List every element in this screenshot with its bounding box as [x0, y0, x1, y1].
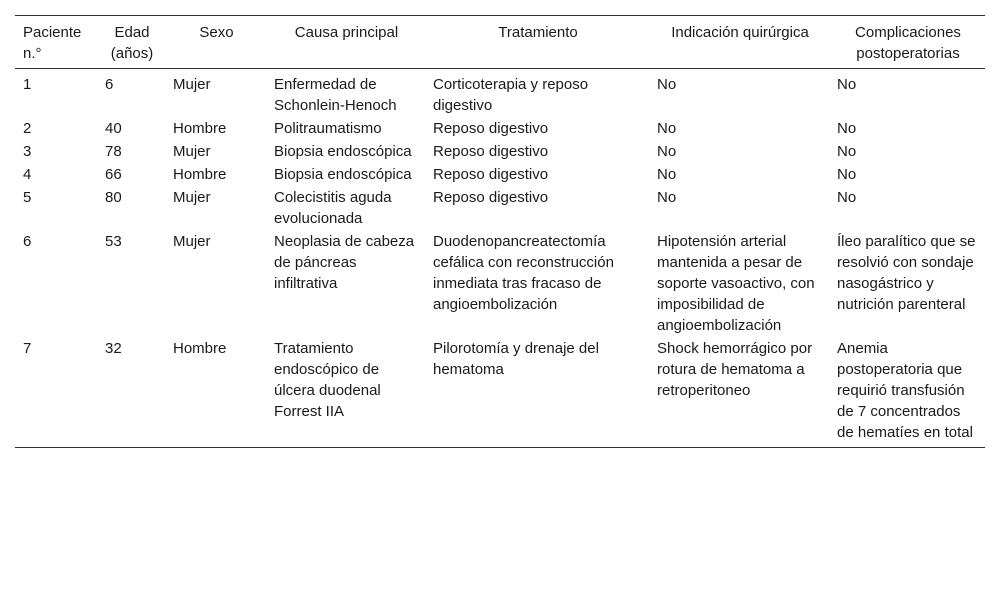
cell-causa: Colecistitis aguda evolucionada — [274, 189, 392, 227]
cell-indicacion: No — [657, 120, 677, 137]
table-row — [15, 186, 985, 230]
header-tratamiento: Tratamiento — [498, 24, 578, 41]
cell-indicacion: No — [657, 189, 677, 206]
cell-tratamiento: Reposo digestivo — [433, 143, 549, 160]
cell-indicacion: Hipotensión arterial mantenida a pesar de soporte vasoactivo, con imposibilidad de angioembolización — [657, 233, 815, 334]
cell-tratamiento: Reposo digestivo — [433, 166, 549, 183]
cell-complicaciones: No — [837, 143, 857, 160]
cell-complicaciones: Anemia postoperatoria que requirió transfusión de 7 concentrados de hematíes en total — [837, 340, 973, 441]
cell-sexo: Mujer — [173, 233, 211, 250]
cell-causa: Biopsia endoscópica — [274, 143, 412, 160]
cell-paciente: 3 — [23, 143, 32, 160]
cell-complicaciones: No — [837, 189, 857, 206]
table-body — [15, 69, 985, 448]
table-row — [15, 337, 985, 448]
table-row — [15, 140, 985, 163]
cell-paciente: 2 — [23, 120, 32, 137]
header-row — [15, 16, 985, 69]
cell-paciente: 4 — [23, 166, 32, 183]
cell-sexo: Hombre — [173, 166, 227, 183]
header-sexo: Sexo — [199, 24, 234, 41]
cell-complicaciones: Íleo paralítico que se resolvió con sondaje nasogástrico y nutrición parenteral — [837, 233, 976, 313]
cell-causa: Tratamiento endoscópico de úlcera duodenal Forrest IIA — [274, 340, 381, 420]
cell-complicaciones: No — [837, 166, 857, 183]
cell-edad: 40 — [105, 120, 122, 137]
cell-edad: 66 — [105, 166, 122, 183]
cell-edad: 32 — [105, 340, 122, 357]
header-edad: Edad (años) — [110, 24, 154, 62]
cell-indicacion: No — [657, 76, 677, 93]
header-causa: Causa principal — [294, 24, 399, 41]
cell-complicaciones: No — [837, 120, 857, 137]
cell-causa: Neoplasia de cabeza de páncreas infiltrativa — [274, 233, 415, 292]
cell-tratamiento: Corticoterapia y reposo digestivo — [433, 76, 589, 114]
cell-sexo: Hombre — [173, 120, 227, 137]
header-indicacion: Indicación quirúrgica — [671, 24, 809, 41]
cell-paciente: 6 — [23, 233, 32, 250]
header-paciente: Paciente n.° — [23, 24, 82, 62]
cell-tratamiento: Pilorotomía y drenaje del hematoma — [433, 340, 599, 378]
cell-indicacion: No — [657, 143, 677, 160]
cell-indicacion: No — [657, 166, 677, 183]
cell-edad: 6 — [105, 76, 114, 93]
patients-table-container — [15, 15, 985, 448]
table-header — [15, 16, 985, 69]
cell-complicaciones: No — [837, 76, 857, 93]
cell-indicacion: Shock hemorrágico por rotura de hematoma a retroperitoneo — [657, 340, 813, 399]
cell-tratamiento: Duodenopancreatectomía cefálica con reconstrucción inmediata tras fracaso de angioembolización — [433, 233, 614, 313]
cell-edad: 78 — [105, 143, 122, 160]
cell-tratamiento: Reposo digestivo — [433, 120, 549, 137]
cell-sexo: Mujer — [173, 76, 211, 93]
cell-edad: 80 — [105, 189, 122, 206]
cell-edad: 53 — [105, 233, 122, 250]
cell-causa: Politraumatismo — [274, 120, 382, 137]
cell-paciente: 5 — [23, 189, 32, 206]
cell-sexo: Mujer — [173, 189, 211, 206]
cell-paciente: 1 — [23, 76, 32, 93]
cell-sexo: Hombre — [173, 340, 227, 357]
cell-tratamiento: Reposo digestivo — [433, 189, 549, 206]
cell-causa: Biopsia endoscópica — [274, 166, 412, 183]
table-row — [15, 230, 985, 337]
table-row — [15, 117, 985, 140]
table-row — [15, 163, 985, 186]
table-row — [15, 69, 985, 118]
cell-paciente: 7 — [23, 340, 32, 357]
patients-table — [15, 15, 985, 448]
header-complicaciones: Complicaciones postoperatorias — [855, 24, 961, 62]
cell-sexo: Mujer — [173, 143, 211, 160]
cell-causa: Enfermedad de Schonlein-Henoch — [274, 76, 397, 114]
